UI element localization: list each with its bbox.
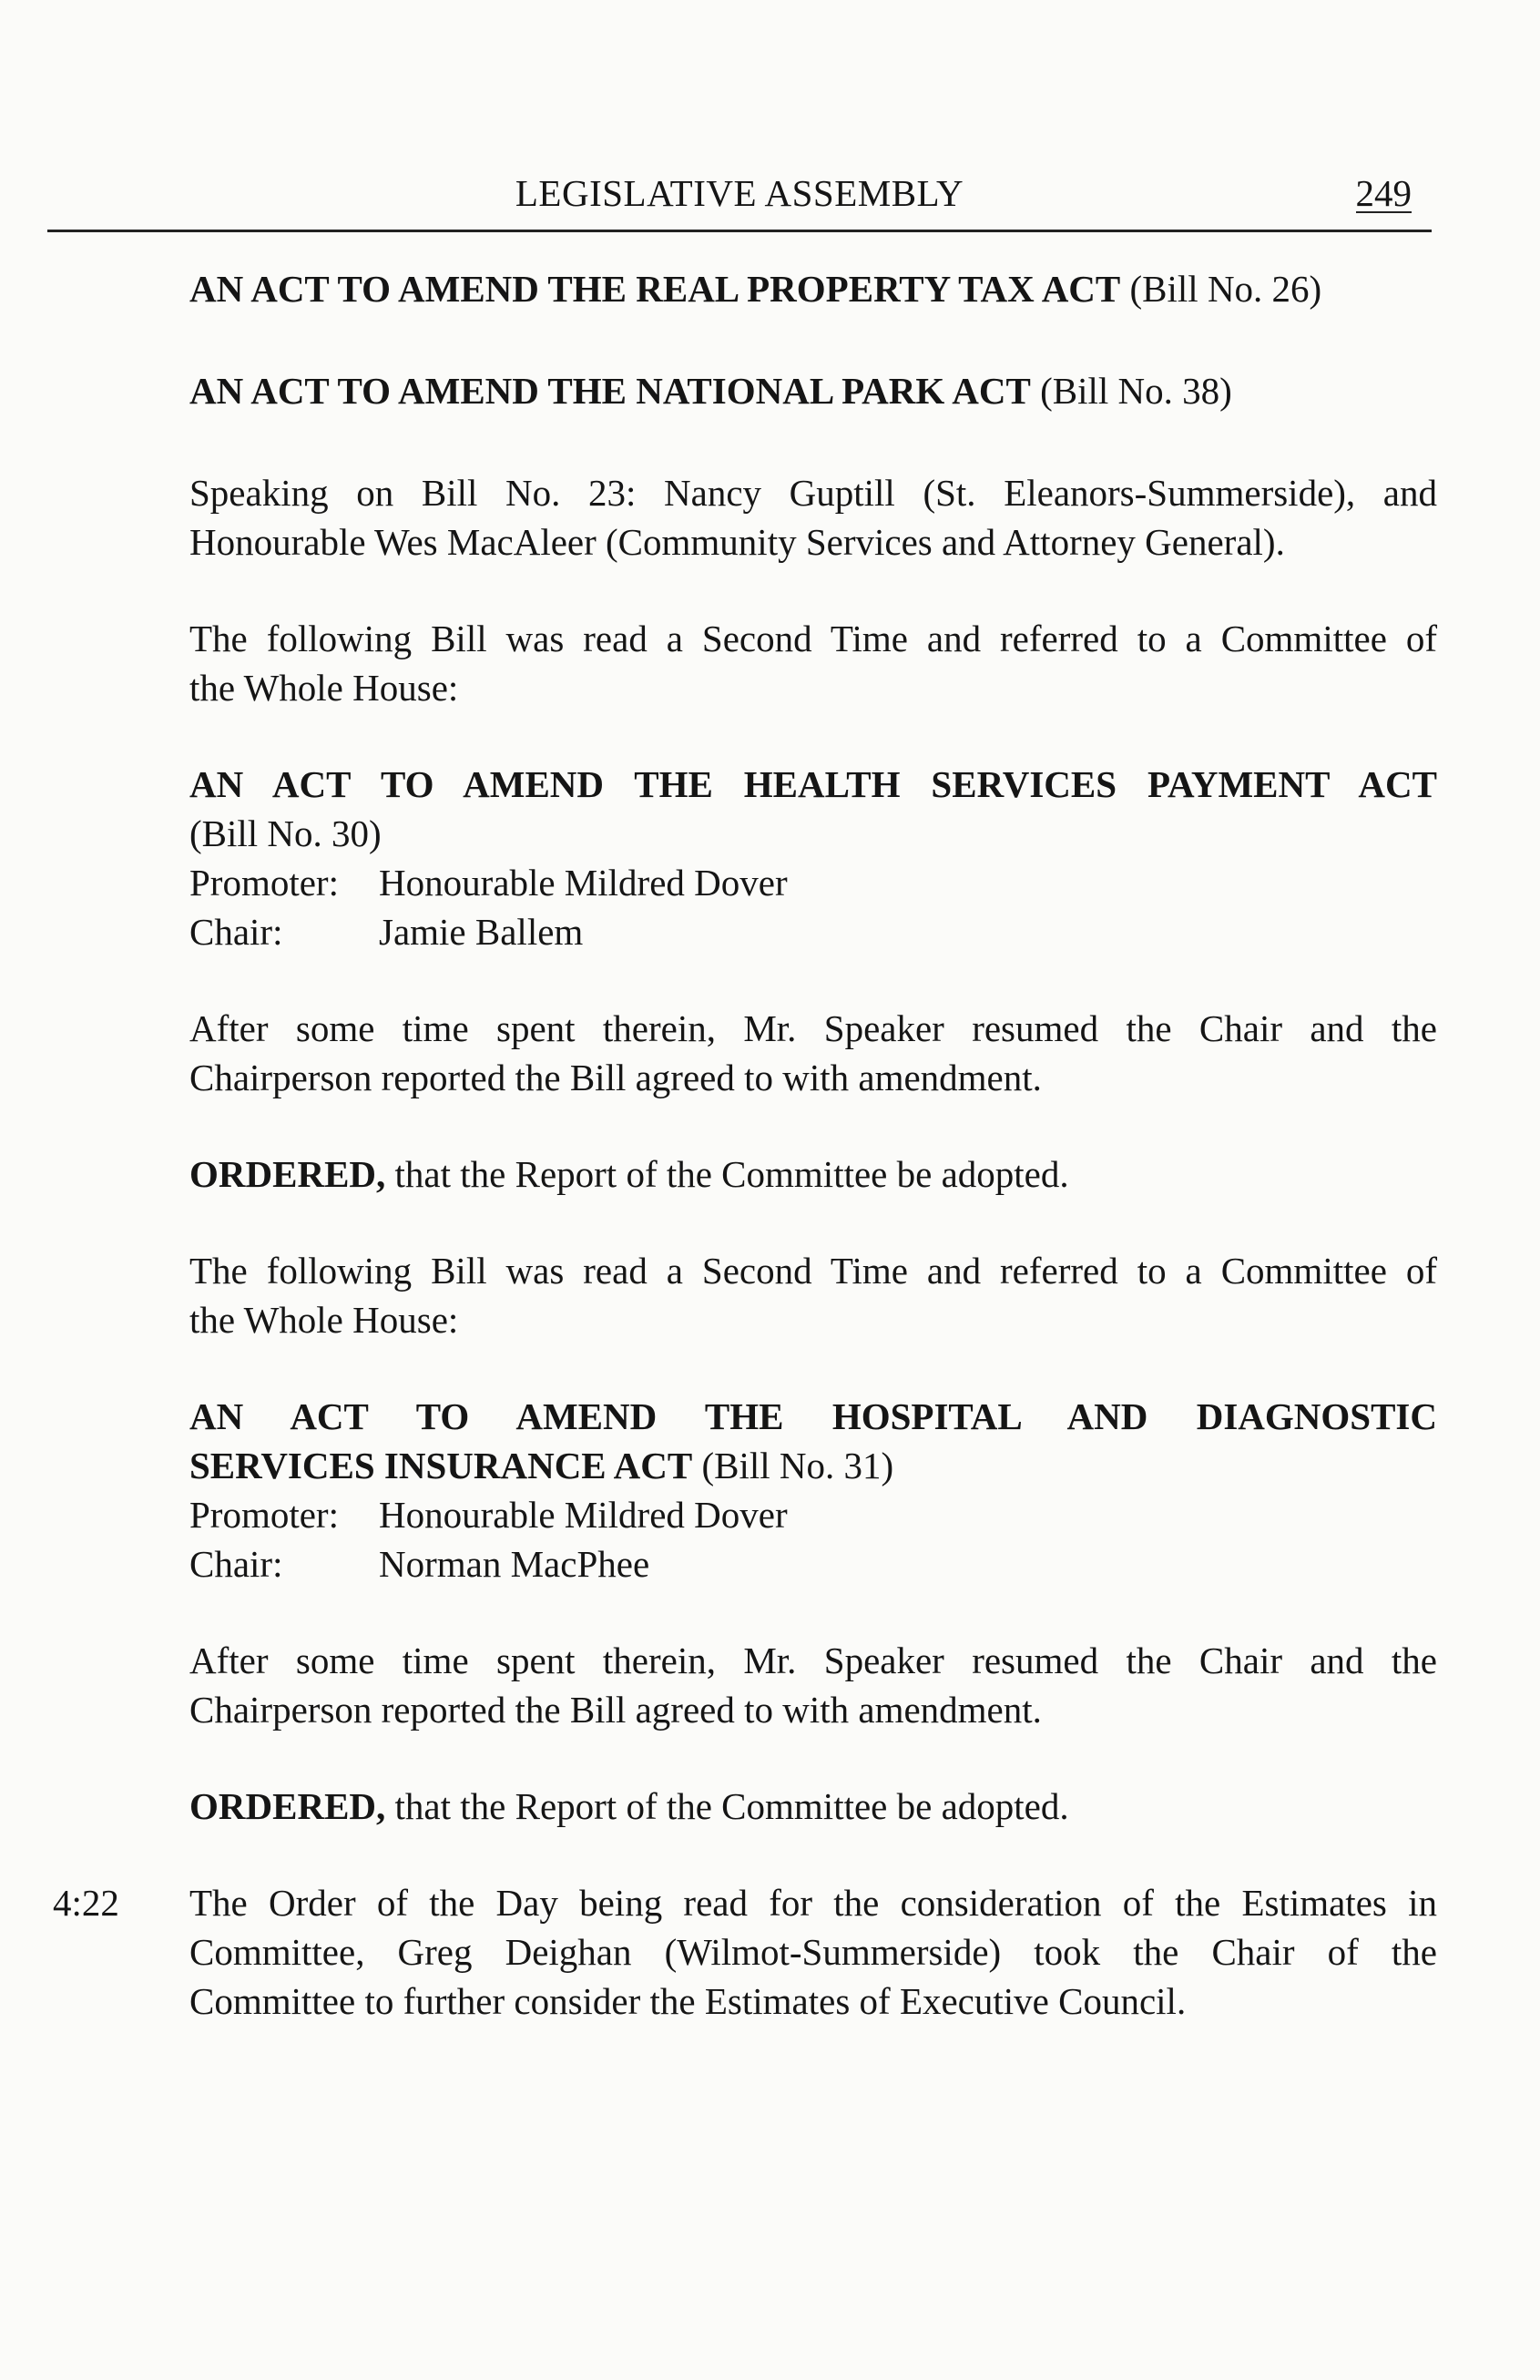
ordered-label: ORDERED,	[189, 1153, 386, 1195]
speaking-paragraph	[189, 468, 1437, 567]
text-line: After some time spent therein, Mr. Speaker resumed the Chair and the	[189, 1639, 1437, 1681]
bill-number: (Bill No. 38)	[1040, 370, 1232, 412]
ordered-text: that the Report of the Committee be adopted.	[385, 1153, 1069, 1195]
chair-name: Jamie Ballem	[379, 911, 584, 953]
chair-row	[189, 907, 1437, 956]
text-line: the Whole House:	[189, 1299, 459, 1341]
chair-name: Norman MacPhee	[379, 1543, 650, 1585]
bill-number: (Bill No. 30)	[189, 812, 382, 854]
ordered-label: ORDERED,	[189, 1785, 386, 1827]
text-line: The following Bill was read a Second Time and referred to a Committee of	[189, 618, 1437, 659]
committee-report-paragraph	[189, 1636, 1437, 1734]
text-line: After some time spent therein, Mr. Speaker resumed the Chair and the	[189, 1007, 1437, 1049]
text-line: The following Bill was read a Second Time and referred to a Committee of	[189, 1250, 1437, 1292]
promoter-label: Promoter:	[189, 1494, 339, 1536]
act-title: AN ACT TO AMEND THE HOSPITAL AND DIAGNOSTIC	[189, 1395, 1437, 1437]
promoter-name: Honourable Mildred Dover	[379, 862, 788, 904]
act-title: AN ACT TO AMEND THE REAL PROPERTY TAX ACT	[189, 268, 1121, 310]
text-line: Honourable Wes MacAleer (Community Services and Attorney General).	[189, 521, 1285, 563]
text-line: Chairperson reported the Bill agreed to with amendment.	[189, 1689, 1042, 1731]
estimates-paragraph	[53, 1878, 1437, 2026]
text-line: Committee to further consider the Estimates of Executive Council.	[189, 1980, 1187, 2022]
time-stamp: 4:22	[53, 1882, 119, 1924]
act-title: AN ACT TO AMEND THE NATIONAL PARK ACT	[189, 370, 1031, 412]
act-title-continued: SERVICES INSURANCE ACT	[189, 1445, 693, 1486]
committee-report-paragraph	[189, 1004, 1437, 1102]
act-title: AN ACT TO AMEND THE HEALTH SERVICES PAYMENT ACT	[189, 763, 1437, 805]
chair-label: Chair:	[189, 911, 283, 953]
text-line: The Order of the Day being read for the consideration of the Estimates in	[189, 1882, 1437, 1924]
promoter-row	[189, 858, 1437, 907]
second-reading-paragraph	[189, 1246, 1437, 1344]
bill-number: (Bill No. 31)	[701, 1445, 894, 1486]
page-header	[47, 164, 1432, 232]
bill-number: (Bill No. 26)	[1129, 268, 1322, 310]
second-reading-paragraph	[189, 614, 1437, 712]
act-real-property-tax	[189, 264, 1437, 313]
chair-row	[189, 1539, 1437, 1588]
ordered-text: that the Report of the Committee be adopted.	[385, 1785, 1069, 1827]
promoter-row	[189, 1490, 1437, 1539]
text-line: the Whole House:	[189, 667, 459, 709]
header-title: LEGISLATIVE ASSEMBLY	[515, 172, 964, 214]
ordered-paragraph	[189, 1782, 1437, 1831]
text-line: Committee, Greg Deighan (Wilmot-Summerside) took the Chair of the	[189, 1931, 1437, 1973]
act-national-park	[189, 366, 1437, 415]
promoter-name: Honourable Mildred Dover	[379, 1494, 788, 1536]
bill-31-entry	[189, 1392, 1437, 1588]
bill-30-entry	[189, 760, 1437, 956]
page-number: 249	[1355, 172, 1412, 214]
ordered-paragraph	[189, 1149, 1437, 1199]
chair-label: Chair:	[189, 1543, 283, 1585]
page-body	[53, 264, 1437, 2073]
text-line: Chairperson reported the Bill agreed to with amendment.	[189, 1057, 1042, 1098]
text-line: Speaking on Bill No. 23: Nancy Guptill (St. Eleanors-Summerside), and	[189, 472, 1437, 514]
promoter-label: Promoter:	[189, 862, 339, 904]
